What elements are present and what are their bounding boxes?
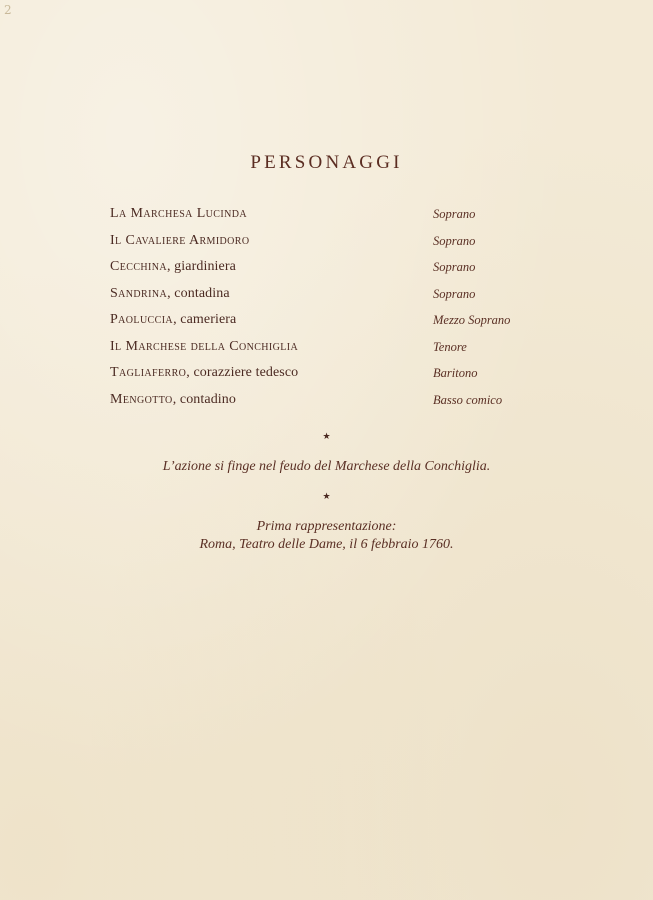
- star-ornament-icon: ★: [322, 432, 331, 442]
- cast-role-description: , contadina: [167, 285, 230, 301]
- cast-row: [110, 392, 530, 419]
- cast-role: [110, 286, 230, 302]
- star-ornament-icon: ★: [322, 492, 331, 502]
- cast-role-name: Mengotto: [110, 391, 173, 407]
- cast-voice-type: Basso comico: [433, 392, 503, 407]
- cast-role: [110, 206, 247, 222]
- cast-row: [110, 286, 530, 313]
- cast-voice-type: Soprano: [433, 286, 476, 301]
- cast-voice-type: Mezzo Soprano: [433, 313, 511, 327]
- page-title: PERSONAGGI: [250, 152, 403, 173]
- premiere-details: Roma, Teatro delle Dame, il 6 febbraio 1760.: [199, 537, 454, 552]
- premiere-heading: Prima rappresentazione:: [256, 519, 397, 534]
- cast-row: [110, 339, 530, 366]
- cast-voice-type: Soprano: [433, 207, 476, 221]
- cast-role-name: Il Marchese della Conchiglia: [110, 338, 299, 354]
- cast-role: [110, 392, 236, 408]
- cast-row: [110, 312, 530, 339]
- cast-row: [110, 365, 530, 392]
- cast-role-name: Il Cavaliere Armidoro: [110, 232, 250, 248]
- cast-role: [110, 233, 250, 249]
- cast-list: [110, 206, 530, 418]
- cast-row: [110, 206, 530, 233]
- cast-row: [110, 259, 530, 286]
- cast-voice-type: Baritono: [433, 366, 478, 380]
- cast-role-name: Sandrina: [110, 285, 168, 301]
- cast-role-description: , corazziere tedesco: [186, 365, 299, 380]
- cast-voice-type: Soprano: [433, 260, 476, 274]
- cast-role-name: Tagliaferro: [110, 365, 187, 380]
- cast-voice-type: Soprano: [433, 233, 476, 248]
- cast-role-name: La Marchesa Lucinda: [110, 206, 247, 221]
- cast-role: [110, 312, 236, 328]
- cast-role-description: , cameriera: [173, 312, 237, 327]
- setting-note: L’azione si finge nel feudo del Marchese della Conchiglia.: [162, 459, 491, 474]
- cast-role-name: Cecchina: [110, 259, 167, 274]
- cast-role-name: Paoluccia: [110, 312, 174, 327]
- cast-voice-type: Tenore: [433, 339, 467, 354]
- page-corner-mark: 2: [4, 3, 12, 17]
- cast-role-description: , giardiniera: [166, 259, 236, 274]
- cast-row: [110, 233, 530, 260]
- cast-role: [110, 365, 298, 381]
- cast-role-description: , contadino: [172, 391, 236, 407]
- cast-role: [110, 339, 298, 355]
- cast-role: [110, 259, 236, 275]
